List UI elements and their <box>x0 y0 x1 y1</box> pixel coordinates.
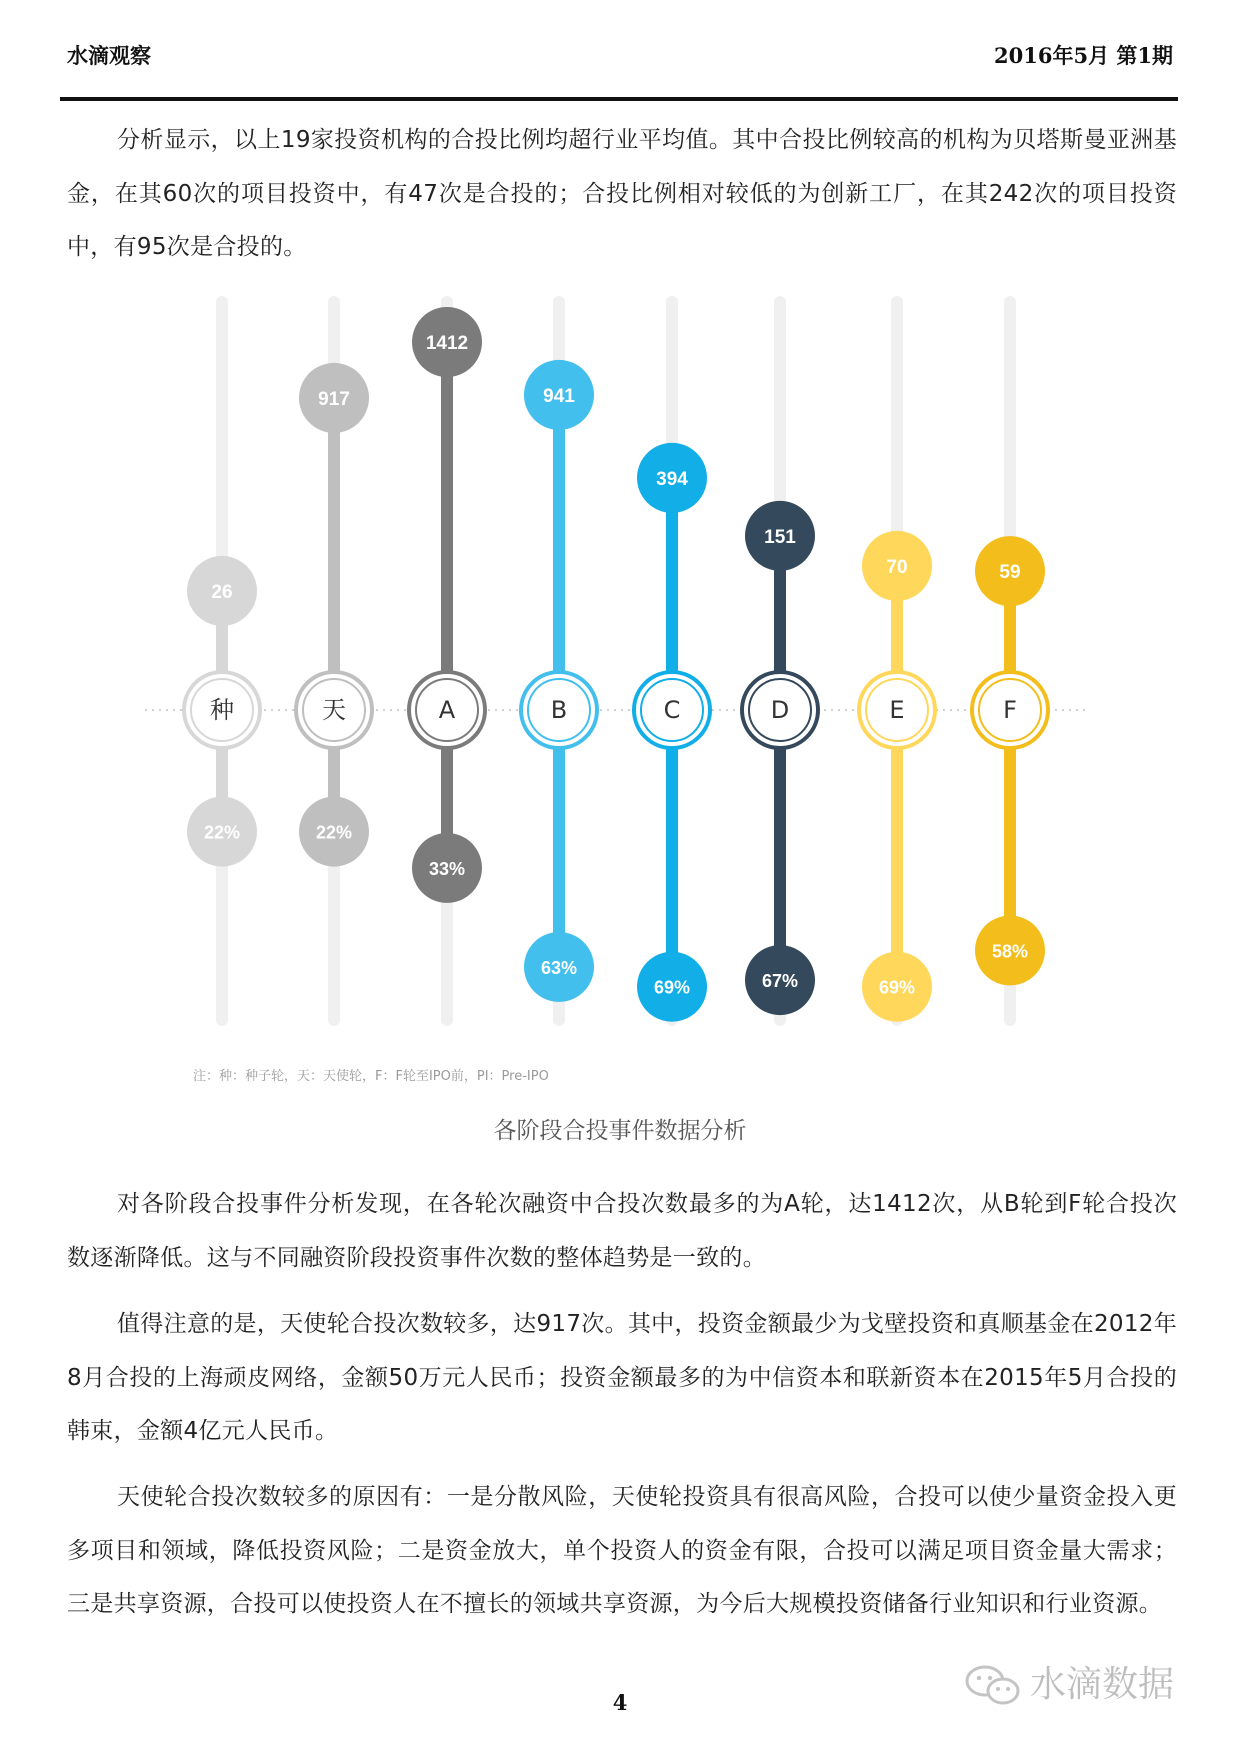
chart-note: 注：种：种子轮，天：天使轮，F：F轮至IPO前，PI：Pre-IPO <box>193 1069 549 1084</box>
stage-label: B <box>550 696 568 724</box>
stage-label: 天 <box>322 696 346 724</box>
percent-label: 69% <box>878 977 916 998</box>
percent-label: 67% <box>761 971 799 992</box>
percent-label: 69% <box>653 977 691 998</box>
header-divider <box>60 97 1178 101</box>
stage-label: F <box>1003 696 1017 724</box>
stage-label: C <box>663 696 681 724</box>
stage-label: D <box>770 696 790 724</box>
count-label: 151 <box>764 526 796 548</box>
stage-label: 种 <box>210 696 234 724</box>
paragraph-intro: 分析显示，以上19家投资机构的合投比例均超行业平均值。其中合投比例较高的机构为贝塔斯曼亚洲基金，在其60次的项目投资中，有47次是合投的；合投比例相对较低的为创新工厂，在其242次的项目投资中，有95次是合投的。 <box>67 127 1177 260</box>
count-label: 26 <box>211 581 233 603</box>
count-label: 917 <box>318 388 350 410</box>
percent-label: 58% <box>991 941 1029 962</box>
percent-label: 33% <box>428 858 466 879</box>
stage-coinvest-chart <box>0 280 1240 1050</box>
percent-label: 22% <box>203 822 241 843</box>
paragraph-angel: 值得注意的是，天使轮合投次数较多，达917次。其中，投资金额最少为戈壁投资和真顺基金在2012年8月合投的上海顽皮网络，金额50万元人民币；投资金额最多的为中信资本和联新资本在2015年5月合投的韩束，金额4亿元人民币。 <box>67 1311 1177 1444</box>
paragraph-reasons: 天使轮合投次数较多的原因有：一是分散风险，天使轮投资具有很高风险，合投可以使少量资金投入更多项目和领域，降低投资风险；二是资金放大，单个投资人的资金有限，合投可以满足项目资金量大需求；三是共享资源，合投可以使投资人在不擅长的领域共享资源，为今后大规模投资储备行业知识和行业资源。 <box>67 1484 1177 1617</box>
count-label: 1412 <box>425 333 469 354</box>
stage-label: E <box>889 696 905 724</box>
watermark-text: 水滴数据 <box>1030 1664 1175 1705</box>
issue-date: 2016年5月 第1期 <box>994 43 1173 68</box>
percent-label: 22% <box>315 822 353 843</box>
stage-label: A <box>438 696 456 724</box>
count-label: 70 <box>886 556 908 578</box>
paragraph-analysis: 对各阶段合投事件分析发现，在各轮次融资中合投次数最多的为A轮，达1412次，从B轮到F轮合投次数逐渐降低。这与不同融资阶段投资事件次数的整体趋势是一致的。 <box>67 1191 1177 1271</box>
count-label: 394 <box>656 468 688 490</box>
count-label: 941 <box>543 385 575 407</box>
publication-title: 水滴观察 <box>67 43 151 68</box>
count-label: 59 <box>999 562 1021 584</box>
page-number: 4 <box>612 1690 628 1715</box>
percent-label: 63% <box>540 957 578 978</box>
chart-caption: 各阶段合投事件数据分析 <box>493 1118 747 1144</box>
